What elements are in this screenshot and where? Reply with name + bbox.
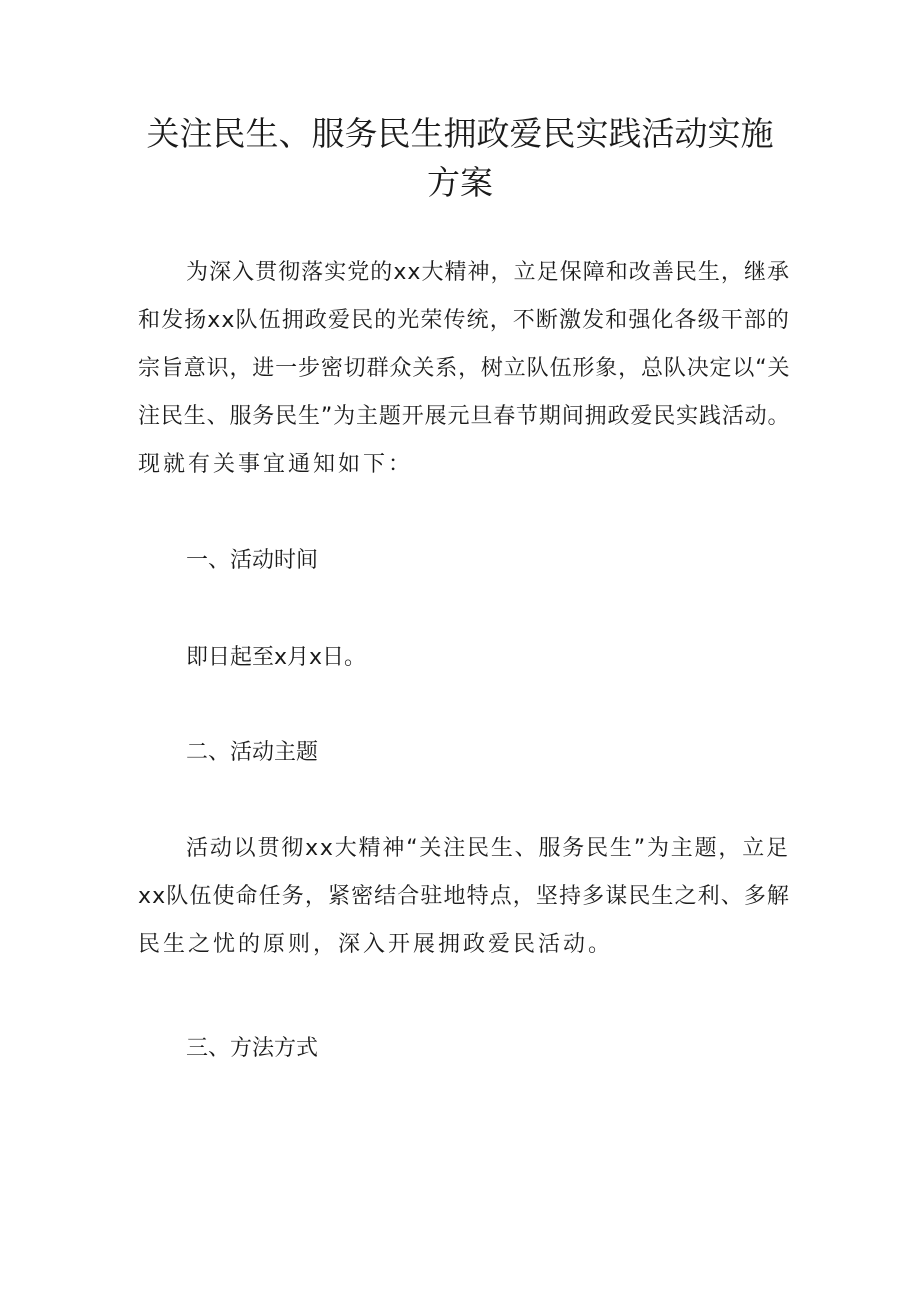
section-3-heading: 三、方法方式 (186, 1036, 319, 1061)
intro-paragraph (138, 249, 790, 489)
intro-line-1: 为深入贯彻落实党的xx大精神，立足保障和改善民生，继承 (186, 260, 791, 285)
section-2-line-1: 活动以贯彻xx大精神“关注民生、服务民生”为主题，立足 (186, 836, 790, 861)
section-2-heading: 二、活动主题 (186, 740, 319, 765)
document-title-line-1: 关注民生、服务民生拥政爱民实践活动实施 (146, 114, 774, 153)
section-2-line-3: 民生之忧的原则，深入开展拥政爱民活动。 (138, 932, 614, 957)
intro-line-5: 现就有关事宜通知如下： (138, 452, 414, 477)
section-2-line-2: xx队伍使命任务，紧密结合驻地特点，坚持多谋民生之利、多解 (138, 884, 791, 909)
section-1-heading: 一、活动时间 (186, 548, 319, 573)
intro-line-3: 宗旨意识，进一步密切群众关系，树立队伍形象，总队决定以“关 (138, 356, 791, 381)
document-title-line-2: 方案 (427, 163, 493, 202)
intro-line-4: 注民生、服务民生”为主题开展元旦春节期间拥政爱民实践活动。 (138, 404, 791, 429)
intro-line-2: 和发扬xx队伍拥政爱民的光荣传统，不断激发和强化各级干部的 (138, 308, 791, 333)
section-2-paragraph (138, 825, 790, 969)
section-1-body: 即日起至x月x日。 (186, 645, 367, 670)
